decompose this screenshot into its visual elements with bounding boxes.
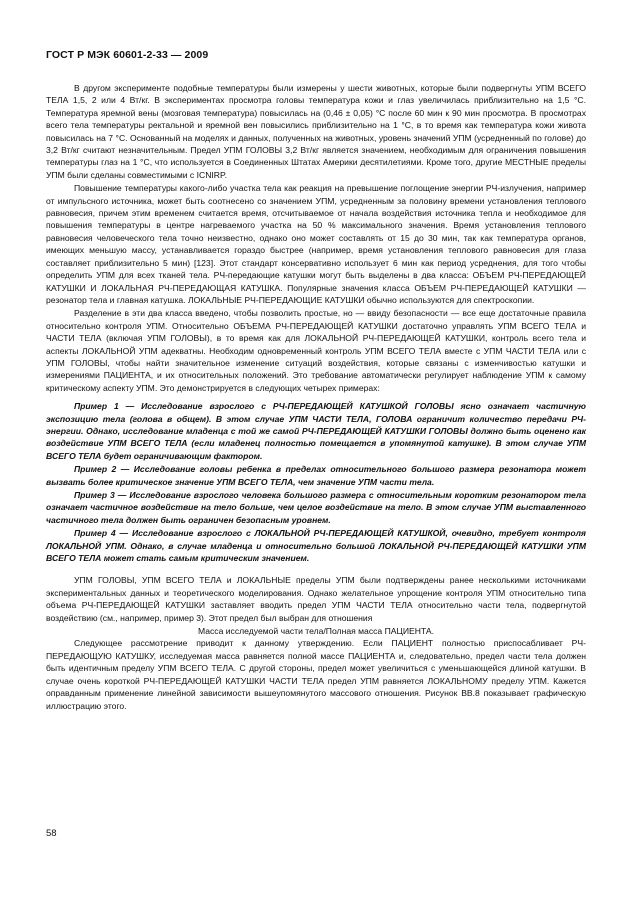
example-3: Пример 3 — Исследование взрослого человека большого размера с относительным коротким резонатором тела означает частичное воздействие на тело больше, чем целое воздействие на тело. В этом случае УПМ выставленного частичного тела должен быть ограничен безопасным уровнем. [46,490,586,525]
paragraph: УПМ ГОЛОВЫ, УПМ ВСЕГО ТЕЛА и ЛОКАЛЬНЫЕ пределы УПМ были подтверждены ранее несколькими источниками экспериментальных данных и теоретического моделирования. Однако желательное упрощение контроля УПМ относительно типа объема РЧ-ПЕРЕДАЮЩЕЙ КАТУШКИ заставляет вводить предел УПМ ЧАСТИ ТЕЛА относительно части тела, подвергнутой воздействию (см., например, пример 3). Этот предел был выбран для отношения [46,575,586,623]
page-number: 58 [46,828,57,839]
paragraph: Повышение температуры какого-либо участка тела как реакция на превышение поглощение энергии РЧ-излучения, например от импульсного источника, может быть соотнесено со значением УПМ, усредненным за половину времени установления теплового равновесия, причем этим временем считается время, отсчитываемое от начала воздействия источника тепла и необходимое для повышения температуры в центре нагреваемого участка на 50 % максимального значения. Время установления теплового равновесия человеческого тела точно неизвестно, однако оно может составлять от 15 до 30 мин, так как температура органов, имеющих меньшую массу, устанавливается гораздо быстрее (например, время установления теплового равновесия для глаза составляет приблизительно 5 мин) [123]. Этот стандарт консервативно использует 6 мин как период усреднения, для того чтобы определить УПМ для всех тканей тела. РЧ-передающие катушки могут быть выделены в два класса: ОБЪЕМ РЧ-ПЕРЕДАЮЩЕЙ КАТУШКИ И ЛОКАЛЬНАЯ РЧ-ПЕРЕДАЮЩАЯ КАТУШКА. Популярные значения класса ОБЪЕМ РЧ-ПЕРЕДАЮЩЕЙ КАТУШКИ — резонатор тела и главная катушка. ЛОКАЛЬНЫЕ РЧ-ПЕРЕДАЮЩИЕ КАТУШКИ обычно используются для спектроскопии. [46,183,586,305]
paragraph: Разделение в эти два класса введено, чтобы позволить простые, но — ввиду безопасности — все еще достаточные правила относительно контроля УПМ. Относительно ОБЪЕМА РЧ-ПЕРЕДАЮЩЕЙ КАТУШКИ достаточно управлять УПМ ВСЕГО ТЕЛА и ЧАСТИ ТЕЛА (включая УПМ ГОЛОВЫ), в то время как для ЛОКАЛЬНОЙ РЧ-ПЕРЕДАЮЩЕЙ КАТУШКИ, контроль всего тела и аспекты ЛОКАЛЬНОЙ УПМ адекватны. Необходим одновременный контроль УПМ ВСЕГО ТЕЛА вместе с УПМ ЧАСТИ ТЕЛА или с УПМ ГОЛОВЫ, чтобы найти значительное изменение ситуаций воздействия, которые связаны с изменчивостью катушки и измерениями ПАЦИЕНТА, и их относительных положений. Это требование автоматически регулирует наблюдение УПМ к самому критическому аспекту УПМ. Это демонстрируется в следующих четырех примерах: [46,308,586,393]
document-body [46,82,586,713]
document-header: ГОСТ Р МЭК 60601-2-33 — 2009 [46,49,209,61]
paragraph: В другом эксперименте подобные температуры были измерены у шести животных, которые были подвергнуты УПМ ВСЕГО ТЕЛА 1,5, 2 или 4 Вт/кг. В экспериментах просмотра головы температура кожи и глаз увеличилась приблизительно на 1,5 °С. Температура яремной вены (мозговая температура) повысилась на (0,46 ± 0,05) °С после 60 мин к 90 мин просмотра. В просмотрах всего тела температуры ректальной и яремной вен повысились приблизительно на 1 °С, в то время как температура кожи живота повысилась на 7 °С. Основанный на моделях и данных, полученных на животных, уровень значений УПМ (усредненный по голове) до 3,2 Вт/кг считают незначительным. Предел УПМ ГОЛОВЫ 3,2 Вт/кг является значением, необходимым для ограничения повышения температуры глаз на 1 °С, что используется в Соединенных Штатах Америки десятилетиями. Кроме того, другие МЕСТНЫЕ пределы УПМ были сделаны совместимыми с ICNIRP. [46,83,586,180]
example-4: Пример 4 — Исследование взрослого с ЛОКАЛЬНОЙ РЧ-ПЕРЕДАЮЩЕЙ КАТУШКОЙ, очевидно, требует контроля ЛОКАЛЬНОЙ УПМ. Однако, в случае младенца и относительно большой ЛОКАЛЬНОЙ РЧ-ПЕРЕДАЮЩЕЙ КАТУШКИ УПМ ВСЕГО ТЕЛА может стать самым критическим значением. [46,528,586,564]
formula-line: Масса исследуемой части тела/Полная масса ПАЦИЕНТА. [197,626,435,637]
examples-block [46,400,586,564]
example-1: Пример 1 — Исследование взрослого с РЧ-ПЕРЕДАЮЩЕЙ КАТУШКОЙ ГОЛОВЫ ясно означает частичную экспозицию тела (голова в общем). В этом случае УПМ ЧАСТИ ТЕЛА, ГОЛОВА ограничит количество передачи РЧ-энергии. Однако, исследование младенца с той же самой РЧ-ПЕРЕДАЮЩЕЙ КАТУШКИ ГОЛОВЫ должно быть оценено как воздействие УПМ ВСЕГО ТЕЛА (если младенец полностью помещается в упомянутой катушке). В этом случае УПМ ВСЕГО ТЕЛА будет ограничивающим фактором. [46,401,586,461]
example-2: Пример 2 — Исследование головы ребенка в пределах относительного большого размера резонатора может вызвать более критическое значение УПМ ВСЕГО ТЕЛА, чем значение УПМ части тела. [46,464,586,487]
paragraph: Следующее рассмотрение приводит к данному утверждению. Если ПАЦИЕНТ полностью приспосабливает РЧ-ПЕРЕДАЮЩУЮ КАТУШКУ, исследуемая масса равняется полной массе ПАЦИЕНТА и, следовательно, предел части тела должен быть идентичным пределу УПМ ВСЕГО ТЕЛА. С другой стороны, предел может увеличиться с уменьшающейся длиной катушки. В случае очень короткой РЧ-ПЕРЕДАЮЩЕЙ КАТУШКИ ЧАСТИ ТЕЛА предел УПМ равняется ЛОКАЛЬНОМУ пределу УПМ. Кажется оправданным применение линейной зависимости вышеупомянутого массового отношения. Рисунок ВВ.8 показывает графическую иллюстрацию этого. [46,638,586,711]
